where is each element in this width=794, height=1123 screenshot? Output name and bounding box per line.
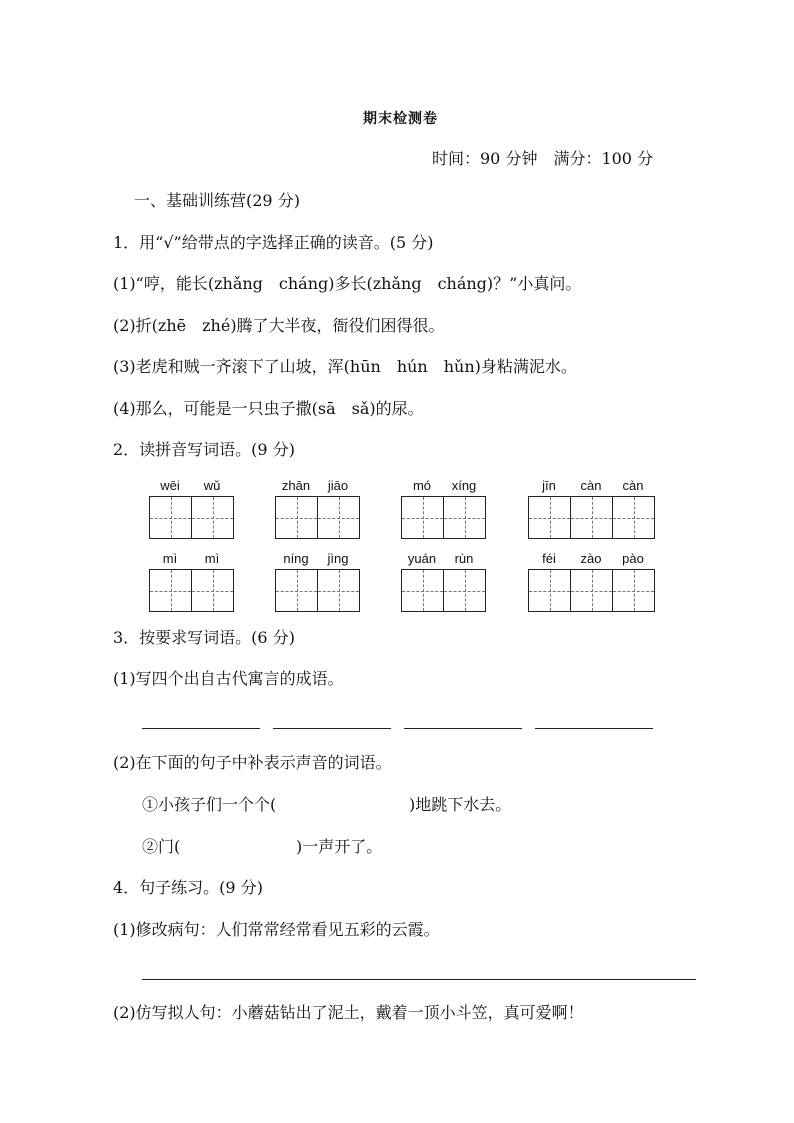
pinyin-label: féi (542, 551, 556, 566)
pinyin-label: níng (283, 551, 309, 566)
writing-cell[interactable] (571, 570, 613, 611)
question-4-stem: 4．句子练习。(9 分) (113, 878, 263, 897)
answer-line[interactable] (142, 979, 696, 980)
question-3-stem: 3．按要求写词语。(6 分) (113, 628, 295, 647)
answer-blank[interactable] (535, 728, 653, 729)
pinyin-label: yuán (407, 551, 437, 566)
answer-blank[interactable] (142, 728, 260, 729)
pinyin-label: mì (162, 551, 178, 566)
writing-cell[interactable] (276, 570, 318, 611)
writing-cell[interactable] (402, 497, 444, 538)
writing-cell[interactable] (150, 497, 192, 538)
pinyin-label: càn (580, 478, 602, 493)
pinyin-label: zào (580, 551, 602, 566)
sentence-2-prefix: ②门( (142, 837, 181, 856)
question-3-part-2: (2)在下面的句子中补表示声音的词语。 (113, 753, 392, 772)
sentence-1-suffix: )地跳下水去。 (409, 795, 512, 814)
writing-cell[interactable] (613, 497, 654, 538)
writing-cell[interactable] (318, 570, 359, 611)
answer-blank[interactable] (404, 728, 522, 729)
writing-cell[interactable] (444, 570, 485, 611)
writing-cell[interactable] (318, 497, 359, 538)
question-1-item-2: (2)折(zhē zhé)腾了大半夜，衙役们困得很。 (113, 316, 445, 335)
question-3-part-1: (1)写四个出自古代寓言的成语。 (113, 669, 344, 688)
writing-cell[interactable] (613, 570, 654, 611)
writing-cell[interactable] (529, 570, 571, 611)
answer-blank[interactable] (273, 728, 391, 729)
sentence-2-suffix: )一声开了。 (296, 837, 383, 856)
page-title: 期末检测卷 (363, 111, 438, 127)
writing-cell[interactable] (529, 497, 571, 538)
pinyin-label: jìng (327, 551, 349, 566)
pinyin-label: jīn (542, 478, 556, 493)
writing-cell[interactable] (444, 497, 485, 538)
pinyin-label: mó (412, 478, 432, 493)
pinyin-label: pào (622, 551, 644, 566)
question-1-item-3: (3)老虎和贼一齐滚下了山坡，浑(hūn hún hǔn)身粘满泥水。 (113, 357, 577, 376)
writing-cell[interactable] (150, 570, 192, 611)
writing-cell[interactable] (571, 497, 613, 538)
question-4-part-2: (2)仿写拟人句：小蘑菇钻出了泥土，戴着一顶小斗笠，真可爱啊！ (113, 1003, 584, 1022)
question-1-item-1: (1)“哼，能长(zhǎng cháng)多长(zhǎng cháng)？”小真问。 (113, 274, 582, 293)
question-2-stem: 2．读拼音写词语。(9 分) (113, 440, 295, 459)
pinyin-label: wǔ (203, 478, 221, 493)
pinyin-label: càn (622, 478, 644, 493)
writing-cell[interactable] (192, 570, 233, 611)
pinyin-label: zhān (281, 478, 311, 493)
question-4-part-1: (1)修改病句：人们常常经常看见五彩的云霞。 (113, 920, 440, 939)
pinyin-label: xíng (451, 478, 477, 493)
time-score-info: 时间：90 分钟 满分：100 分 (432, 149, 654, 168)
writing-cell[interactable] (402, 570, 444, 611)
question-1-stem: 1．用“√”给带点的字选择正确的读音。(5 分) (113, 233, 434, 252)
pinyin-label: rùn (454, 551, 474, 566)
pinyin-label: jiāo (327, 478, 349, 493)
section-heading: 一、基础训练营(29 分) (134, 191, 300, 210)
question-1-item-4: (4)那么，可能是一只虫子撒(sā sǎ)的尿。 (113, 399, 424, 418)
pinyin-label: mì (204, 551, 220, 566)
writing-cell[interactable] (276, 497, 318, 538)
pinyin-label: wēi (160, 478, 180, 493)
writing-cell[interactable] (192, 497, 233, 538)
sentence-1-prefix: ①小孩子们一个个( (142, 795, 277, 814)
